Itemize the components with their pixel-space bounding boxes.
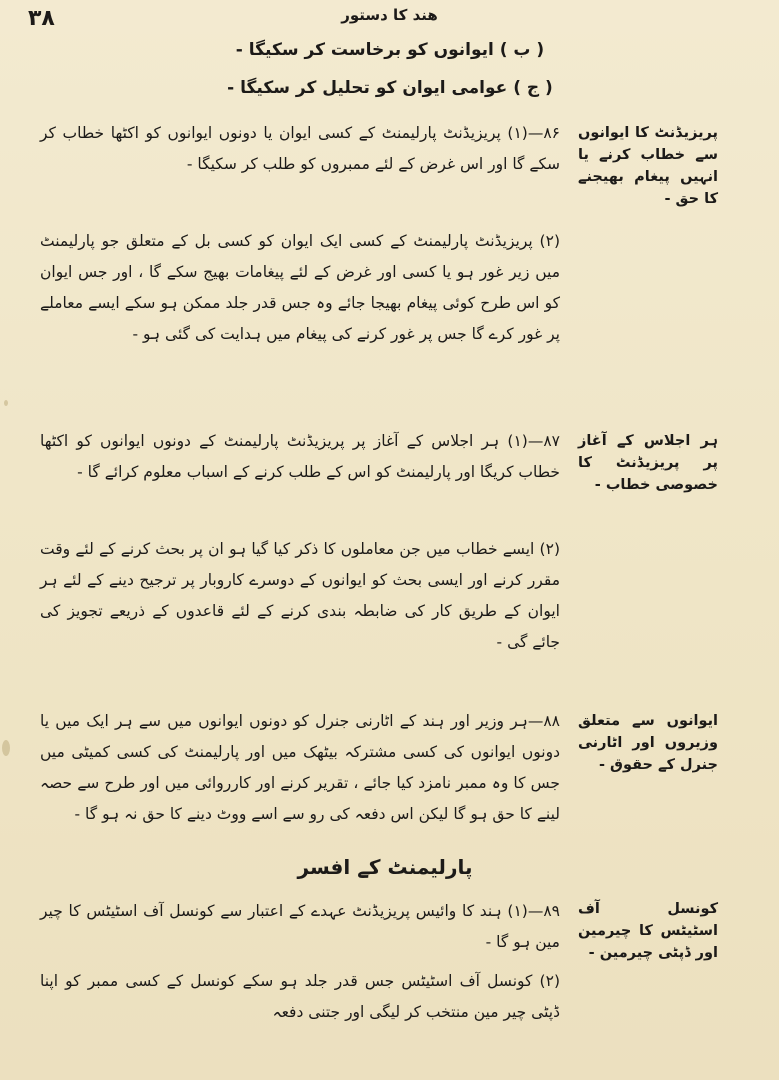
section-86-clause-2: (۲) پریزیڈنٹ پارلیمنٹ کے کسی ایک ایوان کو کسی بل کے متعلق جو پارلیمنٹ میں زیر غور ہو یا کسی اور غرض کے لئے پیغامات بھیج سکے گا ، اور جس ایوان کو اس طرح کوئی پیغام بھیجا جائے وہ جس قدر جلد ممکن ہو سکے ایسے معاملے پر غور کرے گا جس پر غور کرنے کی پیغام میں ہدایت کی گئی ہو - (40, 232, 560, 343)
section-89-clause-2: (۲) کونسل آف اسٹیٹس جس قدر جلد ہو سکے کونسل کے کسی ممبر کو اپنا ڈپٹی چیر مین منتخب کر لیگی اور جتنی دفعہ (40, 972, 560, 1021)
margin-note-section-86: پریزیڈنٹ کا ایوانوں سے خطاب کرنے یا انہیں پیغام بھیجنے کا حق - (578, 125, 718, 207)
sub-clause-b: ( ب ) ایوانوں کو برخاست کر سکیگا - (235, 40, 545, 60)
running-title: هند کا دستور (341, 6, 438, 24)
paper-stain-mark (2, 740, 10, 756)
margin-note-section-87: ہر اجلاس کے آغاز پر پریزیڈنٹ کا خصوصی خطاب - (578, 433, 718, 493)
section-heading: پارلیمنٹ کے افسر (297, 855, 473, 879)
section-86-clause-1: ۸۶—(۱) پریزیڈنٹ پارلیمنٹ کے کسی ایوان یا دونوں ایوانوں کو اکٹھا خطاب کر سکے گا اور اس غرض کے لئے ممبروں کو طلب کر سکیگا - (40, 124, 560, 173)
section-87-clause-1: ۸۷—(۱) ہر اجلاس کے آغاز پر پریزیڈنٹ پارلیمنٹ کے دونوں ایوانوں کو اکٹھا خطاب کریگا اور پارلیمنٹ کو اس کے طلب کرنے کے اسباب معلوم کرائے گا - (40, 432, 560, 481)
section-87-clause-2: (۲) ایسے خطاب میں جن معاملوں کا ذکر کیا گیا ہو ان پر بحث کرنے کے لئے وقت مقرر کرنے اور ایسی بحث کو ایوانوں کے دوسرے کاروبار پر ترجیح دینے کے لئے ہر ایوان کے طریق کار کی ضابطہ بندی کرنے کے لئے قاعدوں کے ذریعے تجویز کی جائے گی - (40, 540, 560, 651)
margin-note-section-89: کونسل آف اسٹیٹس کا چیرمین اور ڈپٹی چیرمین - (578, 901, 718, 961)
margin-note-section-88: ایوانوں سے متعلق وزیروں اور اٹارنی جنرل کے حقوق - (578, 713, 718, 773)
section-88-text: ۸۸—ہر وزیر اور ہند کے اٹارنی جنرل کو دونوں ایوانوں میں سے ہر ایک میں یا دونوں ایوانوں کی کسی مشترکہ بیٹھک میں اور پارلیمنٹ کی کسی کمیٹی میں جس کا وہ ممبر نامزد کیا جائے ، تقریر کرنے اور کارروائی میں اور طرح سے حصہ لینے کا حق ہو گا لیکن اس دفعہ کی رو سے اسے ووٹ دینے کا حق نہ ہو گا - (40, 712, 560, 823)
paper-speck-mark (4, 400, 8, 406)
sub-clause-c: ( ج ) عوامی ایوان کو تحلیل کر سکیگا - (227, 78, 553, 98)
page-number: ۳۸ (28, 6, 55, 31)
section-89-clause-1: ۸۹—(۱) ہند کا وائیس پریزیڈنٹ عہدے کے اعتبار سے کونسل آف اسٹیٹس کا چیر مین ہو گا - (40, 902, 560, 951)
